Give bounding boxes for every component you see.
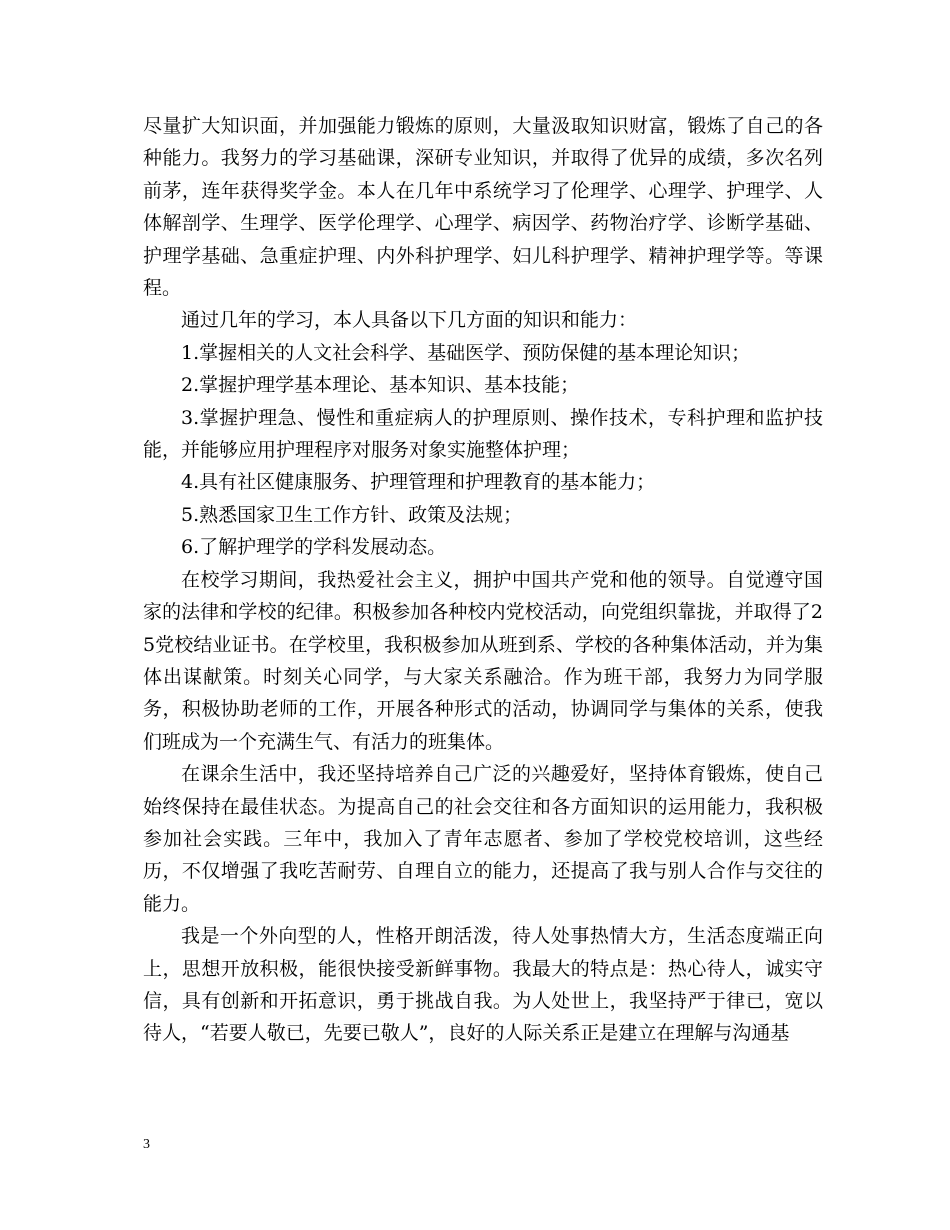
page-number: 3 xyxy=(143,1137,150,1152)
paragraph-continued: 尽量扩大知识面，并加强能力锻炼的原则，大量汲取知识财富，锻炼了自己的各种能力。我努力的学习基础课，深研专业知识，并取得了优异的成绩，多次名列前茅，连年获得奖学金。本人在几年中系统学习了伦理学、心理学、护理学、人体解剖学、生理学、医学伦理学、心理学、病因学、药物治疗学、诊断学基础、护理学基础、急重症护理、内外科护理学、妇儿科护理学、精神护理学等。等课程。 xyxy=(143,115,823,300)
paragraph-school-life: 在校学习期间，我热爱社会主义，拥护中国共产党和他的领导。自觉遵守国家的法律和学校的纪律。积极参加各种校内党校活动，向党组织靠拢，并取得了25党校结业证书。在学校里，我积极参加从班到系、学校的各种集体活动，并为集体出谋献策。时刻关心同学，与大家关系融洽。作为班干部，我努力为同学服务，积极协助老师的工作，开展各种形式的活动，协调同学与集体的关系，使我们班成为一个充满生气、有活力的班集体。 xyxy=(143,568,823,753)
list-item-3: 3.掌握护理急、慢性和重症病人的护理原则、操作技术，专科护理和监护技能，并能够应用护理程序对服务对象实施整体护理； xyxy=(143,406,823,462)
paragraph-intro-abilities: 通过几年的学习，本人具备以下几方面的知识和能力： xyxy=(181,309,638,332)
document-body xyxy=(143,110,823,1050)
list-item-4: 4.具有社区健康服务、护理管理和护理教育的基本能力； xyxy=(181,471,656,494)
list-item-6: 6.了解护理学的学科发展动态。 xyxy=(181,536,447,559)
paragraph-extracurricular: 在课余生活中，我还坚持培养自己广泛的兴趣爱好，坚持体育锻炼，使自己始终保持在最佳状态。为提高自己的社会交往和各方面知识的运用能力，我积极参加社会实践。三年中，我加入了青年志愿者、参加了学校党校培训，这些经历，不仅增强了我吃苦耐劳、自理自立的能力，还提高了我与别人合作与交往的能力。 xyxy=(143,763,823,915)
list-item-5: 5.熟悉国家卫生工作方针、政策及法规； xyxy=(181,503,523,526)
list-item-2: 2.掌握护理学基本理论、基本知识、基本技能； xyxy=(181,374,580,397)
list-item-1: 1.掌握相关的人文社会科学、基础医学、预防保健的基本理论知识； xyxy=(181,341,751,364)
paragraph-personality: 我是一个外向型的人，性格开朗活泼，待人处事热情大方，生活态度端正向上，思想开放积极，能很快接受新鲜事物。我最大的特点是：热心待人，诚实守信，具有创新和开拓意识，勇于挑战自我。为人处世上，我坚持严于律已，宽以待人，“若要人敬已，先要已敬人”，良好的人际关系正是建立在理解与沟通基 xyxy=(143,925,823,1045)
